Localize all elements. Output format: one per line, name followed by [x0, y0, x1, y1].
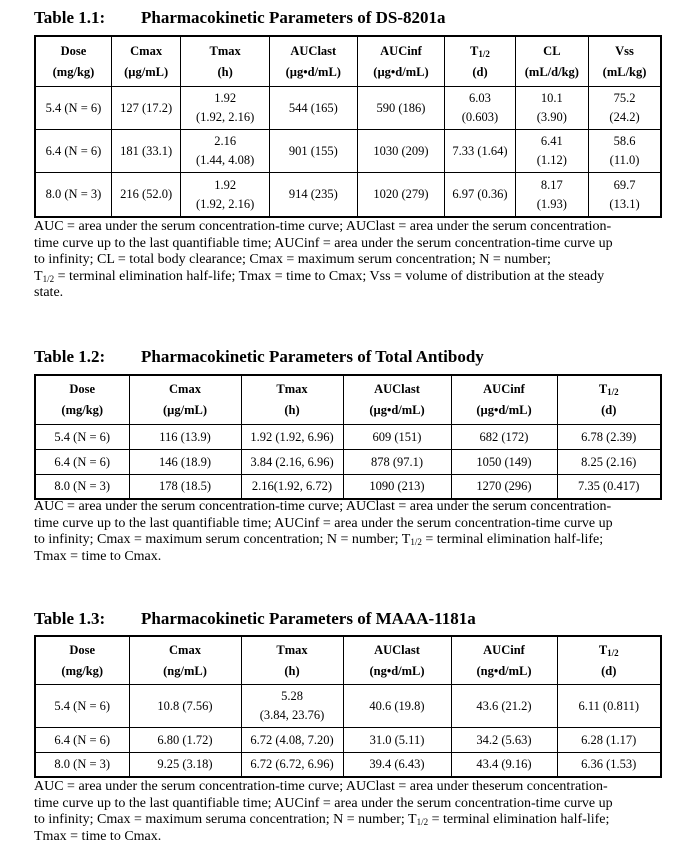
table-cell: 1050 (149) [451, 449, 557, 474]
cell-line: (0.603) [461, 110, 499, 124]
cell-line: 69.7 [613, 177, 636, 192]
table-1-footnote [34, 219, 662, 302]
header-text: T [598, 382, 608, 397]
header-text: Vss [615, 43, 634, 58]
header-text: Tmax [209, 43, 241, 58]
table-cell: 178 (18.5) [129, 474, 241, 499]
column-header [589, 36, 661, 86]
column-header [35, 636, 129, 684]
header-unit: (µg/mL) [162, 403, 207, 418]
table-cell: 590 (186) [357, 86, 445, 129]
cell-line: (24.2) [609, 110, 640, 124]
table-number: Table 1.1: [34, 8, 106, 27]
cell-line: 10.1 [540, 91, 563, 105]
header-unit: (d) [472, 64, 488, 79]
table-cell: 34.2 (5.63) [451, 727, 557, 752]
table-cell: 7.33 (1.64) [445, 129, 515, 172]
header-subscript: 1/2 [607, 647, 619, 658]
footnote-text: = terminal elimination half-life; [428, 812, 610, 827]
table-row [35, 129, 661, 172]
cell-line: 1.92 [214, 177, 237, 192]
table-cell [445, 86, 515, 129]
header-text: AUCinf [380, 43, 422, 58]
table-2-footnote [34, 499, 662, 565]
footnote-line: state. [34, 285, 64, 300]
table-cell: 9.25 (3.18) [129, 752, 241, 777]
footnote-text: = terminal elimination half-life; Tmax = time to Cmax; Vss = volume of distribution at the steady [54, 268, 605, 284]
column-header [241, 636, 343, 684]
header-row [35, 375, 661, 424]
table-cell: 6.4 (N = 6) [35, 129, 111, 172]
cell-line: (3.84, 23.76) [259, 708, 325, 722]
header-unit: (d) [601, 663, 617, 678]
column-header [181, 36, 270, 86]
footnote-text: = terminal elimination half-life; [421, 532, 604, 547]
table-cell: 39.4 (6.43) [343, 752, 451, 777]
table-cell: 6.80 (1.72) [129, 727, 241, 752]
cell-line: (1.93) [536, 196, 567, 211]
table-1-title [34, 8, 446, 28]
header-subscript: 1/2 [607, 387, 619, 398]
cell-line: 1.92 [214, 91, 237, 105]
footnote-line: Tmax = time to Cmax. [34, 828, 162, 844]
table-cell: 6.97 (0.36) [445, 172, 515, 217]
table-cell [181, 86, 270, 129]
table-cell: 901 (155) [269, 129, 357, 172]
table-row [35, 752, 661, 777]
table-cell: 6.28 (1.17) [557, 727, 661, 752]
column-header [35, 36, 111, 86]
table-cell: 878 (97.1) [343, 449, 451, 474]
header-text: AUClast [374, 382, 420, 397]
table-cell: 31.0 (5.11) [343, 727, 451, 752]
header-label [448, 42, 511, 60]
header-text: Tmax [276, 382, 308, 397]
table-row [35, 474, 661, 499]
table-number: Table 1.2: [34, 347, 106, 366]
header-unit: (µg•d/mL) [369, 403, 425, 418]
table-cell: 914 (235) [269, 172, 357, 217]
column-header [269, 36, 357, 86]
table-cell: 5.4 (N = 6) [35, 86, 111, 129]
header-row [35, 636, 661, 684]
header-text: AUClast [290, 43, 337, 58]
cell-line: 5.28 [281, 689, 303, 703]
table-3-footnote [34, 779, 662, 845]
footnote-line: to infinity; CL = total body clearance; Cmax = maximum serum concentration; N = number; [34, 252, 551, 267]
header-label [592, 42, 657, 60]
cell-line: (1.92, 2.16) [195, 110, 255, 124]
table-cell: 8.0 (N = 3) [35, 752, 129, 777]
header-label [115, 42, 177, 60]
header-text: T [598, 642, 608, 657]
header-unit: (mg/kg) [61, 663, 104, 678]
header-unit: (ng•d/mL) [369, 663, 425, 678]
footnote-text: to infinity; Cmax = maximum seruma concentration; N = number; T [34, 812, 417, 827]
footnote-line: AUC = area under the serum concentration-time curve; AUClast = area under theserum concentration- [34, 779, 608, 794]
table-cell [515, 86, 588, 129]
footnote-line: time curve up to the last quantifiable time; AUCinf = area under the serum concentration-time curve up [34, 515, 613, 531]
header-text: Cmax [169, 642, 201, 657]
header-unit: (ng•d/mL) [476, 663, 532, 678]
cell-line: (1.44, 4.08) [195, 153, 255, 167]
header-text: AUCinf [483, 382, 525, 397]
footnote-text: to infinity; Cmax = maximum serum concentration; N = number; T [34, 532, 411, 547]
cell-line: (3.90) [536, 110, 567, 124]
header-unit: (h) [284, 403, 300, 418]
header-label [245, 380, 340, 398]
column-header [129, 375, 241, 424]
table-cell: 6.36 (1.53) [557, 752, 661, 777]
table-cell: 5.4 (N = 6) [35, 424, 129, 449]
table-cell: 6.4 (N = 6) [35, 727, 129, 752]
table-cell [515, 129, 588, 172]
header-unit: (µg•d/mL) [285, 64, 341, 79]
header-label [39, 641, 126, 659]
table-cell: 1270 (296) [451, 474, 557, 499]
table-cell: 682 (172) [451, 424, 557, 449]
column-header [451, 375, 557, 424]
header-unit: (mg/kg) [61, 403, 104, 418]
header-text: Cmax [130, 43, 163, 58]
cell-line: (13.1) [609, 196, 640, 211]
column-header [35, 375, 129, 424]
header-text: Dose [69, 382, 96, 397]
footnote-line: AUC = area under the serum concentration-time curve; AUClast = area under the serum concentration- [34, 499, 612, 514]
table-cell: 3.84 (2.16, 6.96) [241, 449, 343, 474]
table-row [35, 86, 661, 129]
column-header [111, 36, 180, 86]
table-caption: Pharmacokinetic Parameters of DS-8201a [141, 8, 446, 27]
header-label [455, 380, 554, 398]
footnote-line [34, 812, 662, 829]
header-label [561, 641, 658, 659]
footnote-subscript: 1/2 [42, 273, 55, 284]
pk-table-total-antibody [34, 374, 662, 500]
table-cell: 1.92 (1.92, 6.96) [241, 424, 343, 449]
header-label [245, 641, 340, 659]
footnote-line [34, 269, 662, 286]
table-cell: 609 (151) [343, 424, 451, 449]
cell-line: 75.2 [613, 91, 636, 105]
table-cell [515, 172, 588, 217]
header-unit: (mL/d/kg) [524, 64, 579, 79]
table-cell: 544 (165) [269, 86, 357, 129]
table-cell: 1030 (209) [357, 129, 445, 172]
header-unit: (mg/kg) [52, 64, 95, 79]
column-header [343, 636, 451, 684]
table-row [35, 172, 661, 217]
table-cell [241, 684, 343, 727]
pk-table-maaa-1181a [34, 635, 662, 778]
table-cell: 6.72 (4.08, 7.20) [241, 727, 343, 752]
table-cell: 216 (52.0) [111, 172, 180, 217]
header-label [39, 42, 108, 60]
column-header [343, 375, 451, 424]
table-2-title [34, 347, 484, 367]
column-header [515, 36, 588, 86]
header-label [455, 641, 554, 659]
footnote-line: time curve up to the last quantifiable time; AUCinf = area under the serum concentration-time curve up [34, 795, 613, 811]
table-cell: 181 (33.1) [111, 129, 180, 172]
table-cell: 6.72 (6.72, 6.96) [241, 752, 343, 777]
header-row [35, 36, 661, 86]
header-text: T [470, 43, 479, 58]
footnote-line: Tmax = time to Cmax. [34, 548, 162, 564]
column-header [129, 636, 241, 684]
table-cell: 5.4 (N = 6) [35, 684, 129, 727]
table-cell: 1020 (279) [357, 172, 445, 217]
table-cell: 1090 (213) [343, 474, 451, 499]
header-text: Cmax [169, 382, 201, 397]
footnote-text: T [34, 268, 43, 284]
header-unit: (µg/mL) [124, 64, 169, 79]
cell-line: 58.6 [613, 134, 636, 148]
table-cell: 43.6 (21.2) [451, 684, 557, 727]
table-3-title [34, 609, 476, 629]
header-text: CL [543, 43, 561, 58]
header-label [39, 380, 126, 398]
footnote-subscript: 1/2 [410, 537, 422, 547]
table-cell: 6.11 (0.811) [557, 684, 661, 727]
footnote-line: time curve up to the last quantifiable time; AUCinf = area under the serum concentration-time curve up [34, 235, 613, 251]
header-label [361, 42, 442, 60]
column-header [241, 375, 343, 424]
table-cell: 6.78 (2.39) [557, 424, 661, 449]
header-label [184, 42, 266, 60]
table-cell: 2.16(1.92, 6.72) [241, 474, 343, 499]
header-unit: (h) [217, 64, 233, 79]
header-label [347, 641, 448, 659]
header-unit: (d) [601, 403, 617, 418]
header-text: Dose [69, 642, 96, 657]
header-text: AUClast [374, 642, 420, 657]
table-cell: 40.6 (19.8) [343, 684, 451, 727]
table-cell: 7.35 (0.417) [557, 474, 661, 499]
header-unit: (ng/mL) [163, 663, 207, 678]
header-unit: (mL/kg) [602, 64, 647, 79]
cell-line: (1.12) [536, 153, 567, 167]
column-header [557, 636, 661, 684]
table-cell [181, 172, 270, 217]
table-cell: 43.4 (9.16) [451, 752, 557, 777]
table-cell [181, 129, 270, 172]
table-cell: 8.0 (N = 3) [35, 474, 129, 499]
column-header [557, 375, 661, 424]
table-cell: 8.25 (2.16) [557, 449, 661, 474]
table-row [35, 449, 661, 474]
cell-line: (11.0) [609, 153, 640, 167]
header-unit: (h) [284, 663, 300, 678]
cell-line: (1.92, 2.16) [195, 196, 255, 211]
table-cell [589, 172, 661, 217]
column-header [357, 36, 445, 86]
header-label [561, 380, 658, 398]
table-cell: 8.0 (N = 3) [35, 172, 111, 217]
header-unit: (µg•d/mL) [476, 403, 532, 418]
column-header [451, 636, 557, 684]
header-label [347, 380, 448, 398]
header-text: AUCinf [483, 642, 525, 657]
table-cell [589, 129, 661, 172]
table-row [35, 684, 661, 727]
table-number: Table 1.3: [34, 609, 106, 628]
header-label [133, 641, 238, 659]
footnote-line: AUC = area under the serum concentration-time curve; AUClast = area under the serum concentration- [34, 219, 612, 234]
column-header [445, 36, 515, 86]
table-cell: 116 (13.9) [129, 424, 241, 449]
header-subscript: 1/2 [478, 48, 490, 59]
pk-table-ds8201a [34, 35, 662, 218]
table-cell: 146 (18.9) [129, 449, 241, 474]
header-unit: (µg•d/mL) [373, 64, 429, 79]
header-label [273, 42, 354, 60]
footnote-subscript: 1/2 [416, 817, 429, 827]
cell-line: 6.41 [540, 134, 563, 148]
cell-line: 8.17 [540, 177, 563, 192]
table-row [35, 727, 661, 752]
table-row [35, 424, 661, 449]
cell-line: 2.16 [214, 134, 237, 148]
table-cell: 127 (17.2) [111, 86, 180, 129]
table-cell: 6.4 (N = 6) [35, 449, 129, 474]
header-text: Tmax [276, 642, 308, 657]
header-label [519, 42, 585, 60]
header-label [133, 380, 238, 398]
table-cell [589, 86, 661, 129]
table-cell: 10.8 (7.56) [129, 684, 241, 727]
table-caption: Pharmacokinetic Parameters of MAAA-1181a [141, 609, 476, 628]
header-text: Dose [60, 43, 87, 58]
footnote-line [34, 532, 662, 549]
table-caption: Pharmacokinetic Parameters of Total Antibody [141, 347, 484, 366]
cell-line: 6.03 [469, 91, 491, 105]
